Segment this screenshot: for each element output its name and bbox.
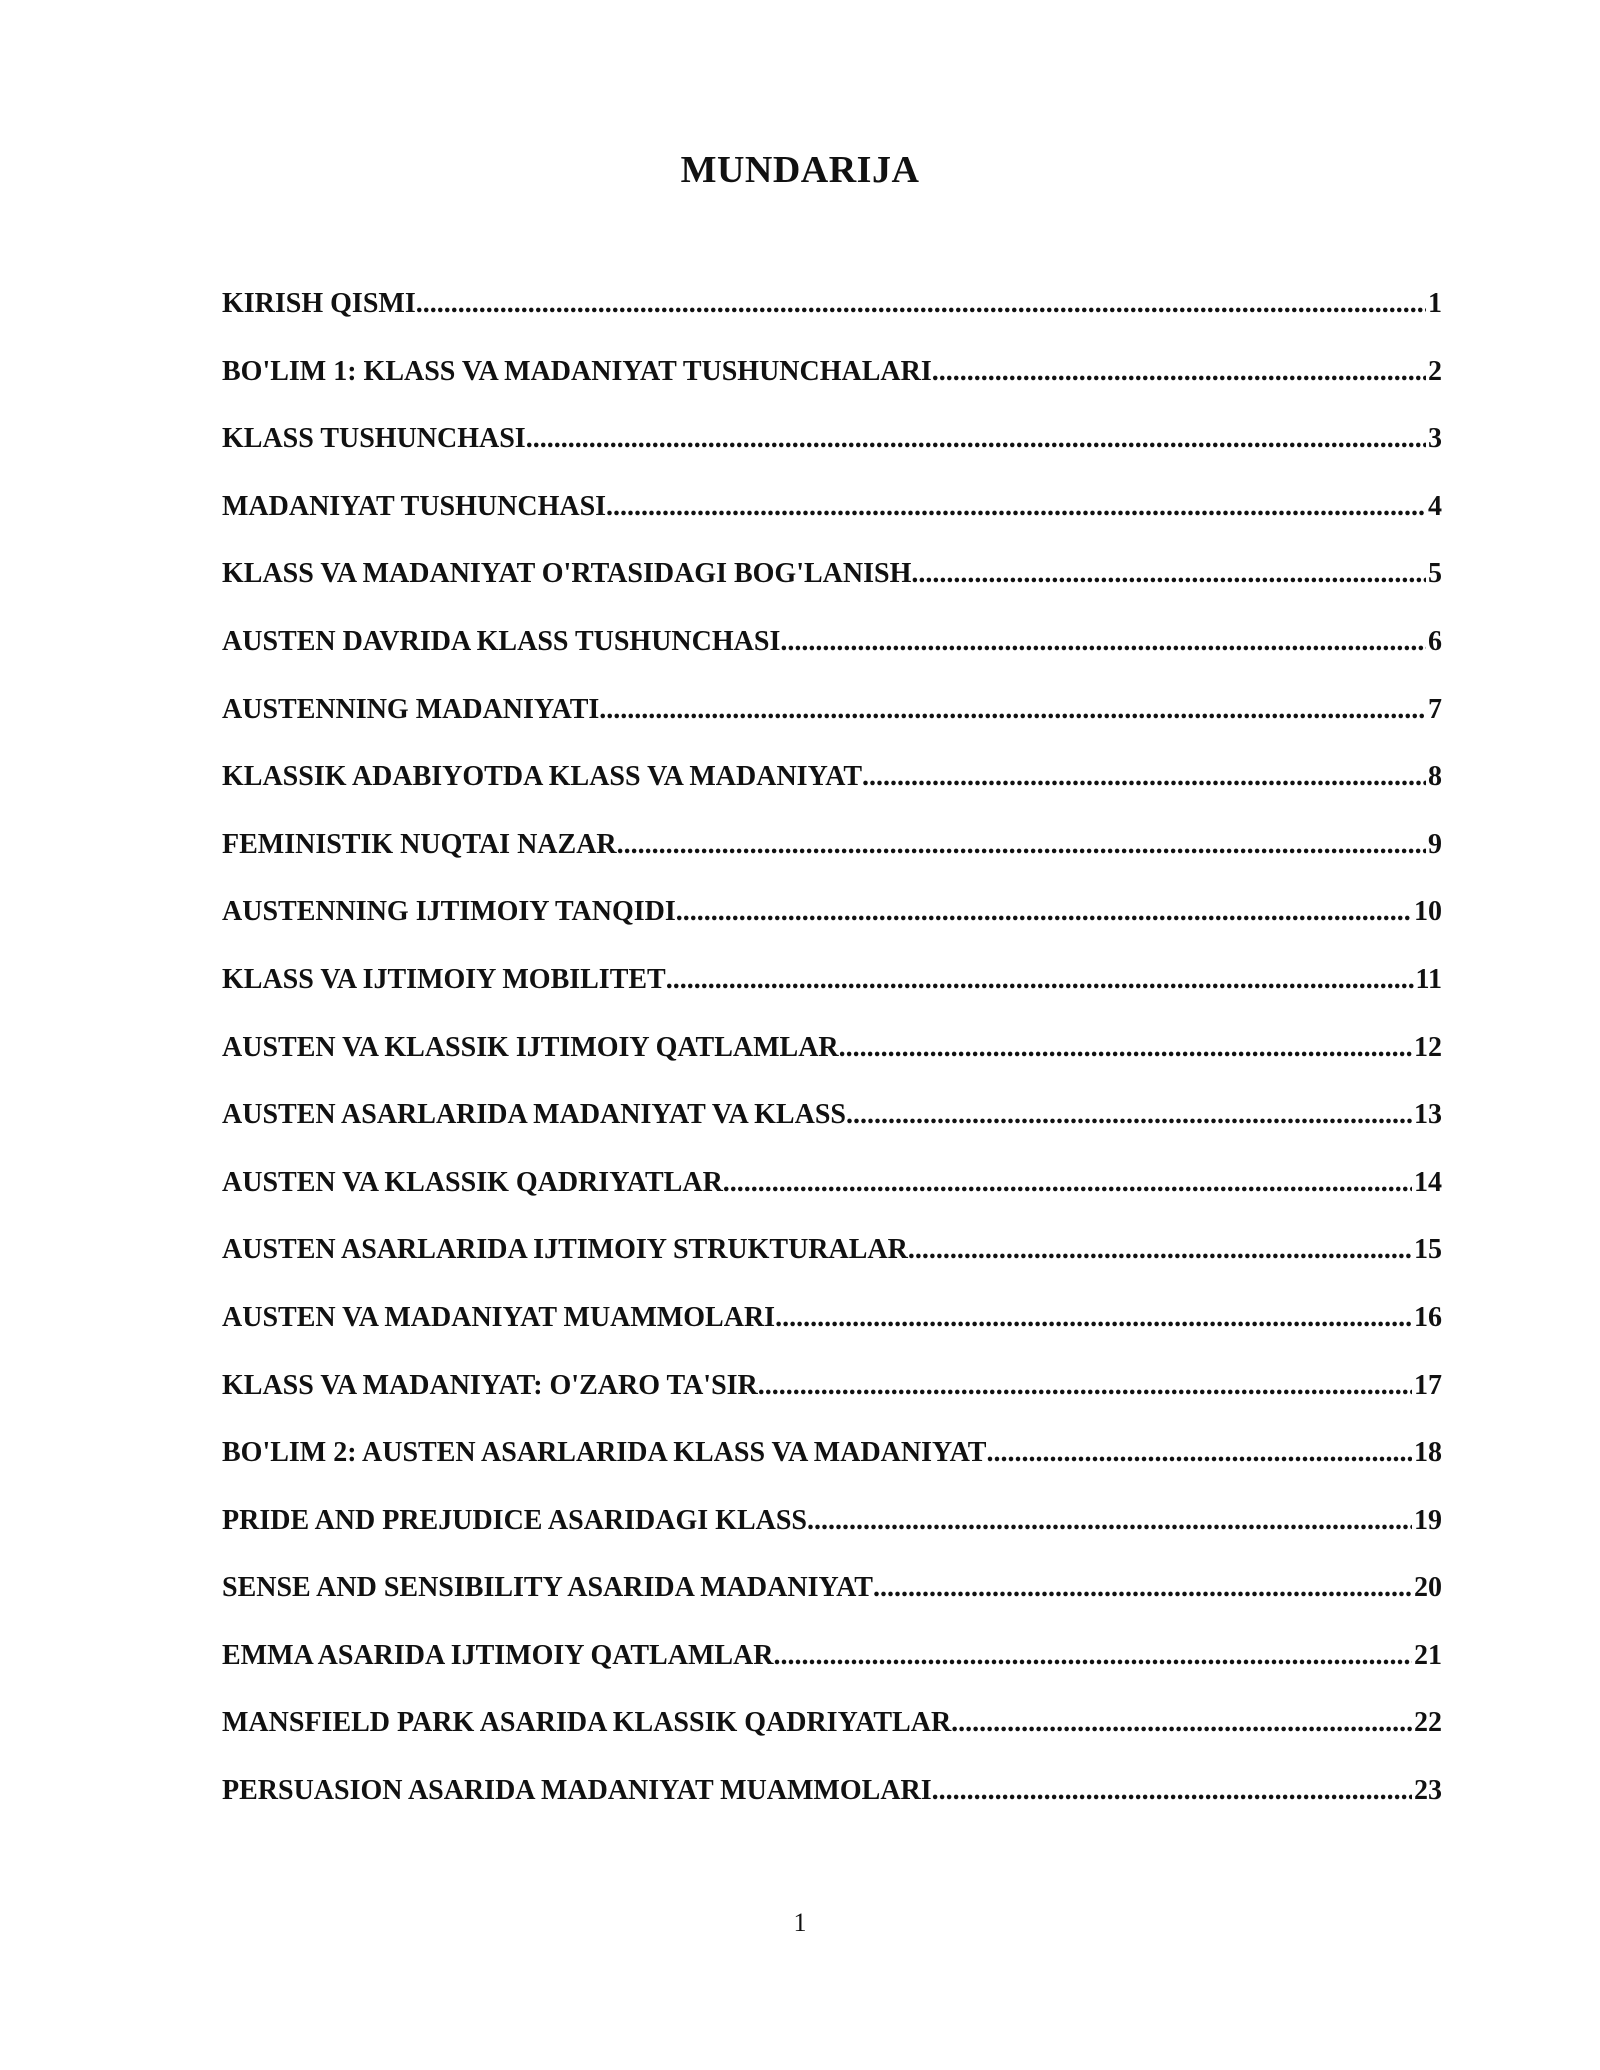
toc-leader-dots [526,423,1426,455]
table-of-contents [222,288,1442,1843]
toc-leader-dots [846,1099,1412,1131]
toc-leader-dots [676,896,1412,928]
toc-entry-page: 7 [1428,693,1442,725]
toc-entry-title: KLASS TUSHUNCHASI [222,423,526,455]
toc-leader-dots [606,491,1426,523]
toc-leader-dots [986,1437,1412,1469]
toc-entry-title: AUSTEN DAVRIDA KLASS TUSHUNCHASI [222,625,781,657]
toc-entry-title: KLASS VA MADANIYAT O'RTASIDAGI BOG'LANISH [222,558,912,590]
page-number: 1 [793,1908,807,1937]
toc-leader-dots [617,829,1426,861]
toc-leader-dots [758,1370,1412,1402]
toc-leader-dots [666,964,1414,996]
toc-entry[interactable] [222,626,1442,694]
toc-entry[interactable] [222,558,1442,626]
toc-entry-title: AUSTEN VA KLASSIK IJTIMOIY QATLAMLAR [222,1031,839,1063]
toc-entry-page: 5 [1428,558,1442,590]
toc-entry-page: 17 [1414,1369,1442,1401]
toc-entry-page: 2 [1428,355,1442,387]
toc-entry-title: BO'LIM 2: AUSTEN ASARLARIDA KLASS VA MADANIYAT [222,1437,987,1469]
toc-leader-dots [416,288,1426,320]
toc-entry[interactable] [222,829,1442,897]
toc-entry[interactable] [222,356,1442,424]
toc-entry-page: 6 [1428,625,1442,657]
toc-entry-page: 16 [1414,1301,1442,1333]
toc-leader-dots [932,356,1426,388]
toc-entry-title: PERSUASION ASARIDA MADANIYAT MUAMMOLARI [222,1775,932,1807]
toc-entry[interactable] [222,1505,1442,1573]
toc-entry-page: 8 [1428,761,1442,793]
toc-entry-page: 3 [1428,423,1442,455]
toc-leader-dots [951,1707,1412,1739]
toc-entry-page: 9 [1428,828,1442,860]
toc-entry-title: SENSE AND SENSIBILITY ASARIDA MADANIYAT [222,1572,873,1604]
toc-entry-page: 23 [1414,1775,1442,1807]
toc-entry-page: 15 [1414,1234,1442,1266]
toc-leader-dots [780,626,1426,658]
toc-leader-dots [932,1775,1412,1807]
toc-entry-title: KLASS VA IJTIMOIY MOBILITET [222,963,666,995]
toc-entry[interactable] [222,1370,1442,1438]
toc-entry-title: BO'LIM 1: KLASS VA MADANIYAT TUSHUNCHALARI [222,355,932,387]
toc-entry-page: 20 [1414,1572,1442,1604]
toc-leader-dots [807,1505,1412,1537]
toc-entry-page: 1 [1428,288,1442,319]
toc-entry[interactable] [222,288,1442,356]
toc-leader-dots [775,1302,1412,1334]
toc-entry[interactable] [222,964,1442,1032]
toc-entry-title: KIRISH QISMI [222,288,416,319]
toc-entry-title: KLASS VA MADANIYAT: O'ZARO TA'SIR [222,1369,758,1401]
toc-entry-page: 22 [1414,1707,1442,1739]
toc-entry-title: FEMINISTIK NUQTAI NAZAR [222,828,617,860]
toc-entry-page: 18 [1414,1437,1442,1469]
toc-entry[interactable] [222,1572,1442,1640]
toc-leader-dots [599,694,1426,726]
toc-leader-dots [873,1572,1412,1604]
toc-entry-page: 19 [1414,1504,1442,1536]
toc-entry-title: AUSTENNING MADANIYATI [222,693,600,725]
toc-entry[interactable] [222,423,1442,491]
toc-entry[interactable] [222,1640,1442,1708]
toc-entry-title: KLASSIK ADABIYOTDA KLASS VA MADANIYAT [222,761,863,793]
toc-entry[interactable] [222,1099,1442,1167]
toc-entry-page: 12 [1414,1031,1442,1063]
toc-entry-title: AUSTEN VA KLASSIK QADRIYATLAR [222,1166,723,1198]
toc-entry-page: 21 [1414,1639,1442,1671]
toc-entry[interactable] [222,1167,1442,1235]
toc-entry-title: AUSTEN ASARLARIDA IJTIMOIY STRUKTURALAR [222,1234,908,1266]
toc-entry-page: 14 [1414,1166,1442,1198]
toc-leader-dots [908,1234,1412,1266]
toc-entry-title: MANSFIELD PARK ASARIDA KLASSIK QADRIYATLAR [222,1707,952,1739]
toc-entry[interactable] [222,491,1442,559]
toc-entry[interactable] [222,694,1442,762]
toc-entry-page: 4 [1428,490,1442,522]
toc-entry[interactable] [222,1302,1442,1370]
toc-entry[interactable] [222,1707,1442,1775]
toc-leader-dots [911,558,1426,590]
toc-entry-page: 11 [1415,963,1442,995]
toc-leader-dots [773,1640,1412,1672]
toc-entry[interactable] [222,761,1442,829]
toc-entry-title: PRIDE AND PREJUDICE ASARIDAGI KLASS [222,1504,807,1536]
toc-entry-page: 10 [1414,896,1442,928]
toc-leader-dots [862,761,1426,793]
toc-entry-title: AUSTEN ASARLARIDA MADANIYAT VA KLASS [222,1099,846,1131]
toc-entry[interactable] [222,1234,1442,1302]
toc-entry[interactable] [222,1437,1442,1505]
toc-entry[interactable] [222,1032,1442,1100]
toc-entry[interactable] [222,1775,1442,1843]
toc-entry-title: MADANIYAT TUSHUNCHASI [222,490,607,522]
toc-entry-page: 13 [1414,1099,1442,1131]
toc-entry-title: AUSTEN VA MADANIYAT MUAMMOLARI [222,1301,776,1333]
toc-entry-title: EMMA ASARIDA IJTIMOIY QATLAMLAR [222,1639,774,1671]
toc-entry[interactable] [222,896,1442,964]
toc-leader-dots [723,1167,1412,1199]
toc-leader-dots [839,1032,1412,1064]
page-title: MUNDARIJA [680,149,920,191]
toc-entry-title: AUSTENNING IJTIMOIY TANQIDI [222,896,676,928]
